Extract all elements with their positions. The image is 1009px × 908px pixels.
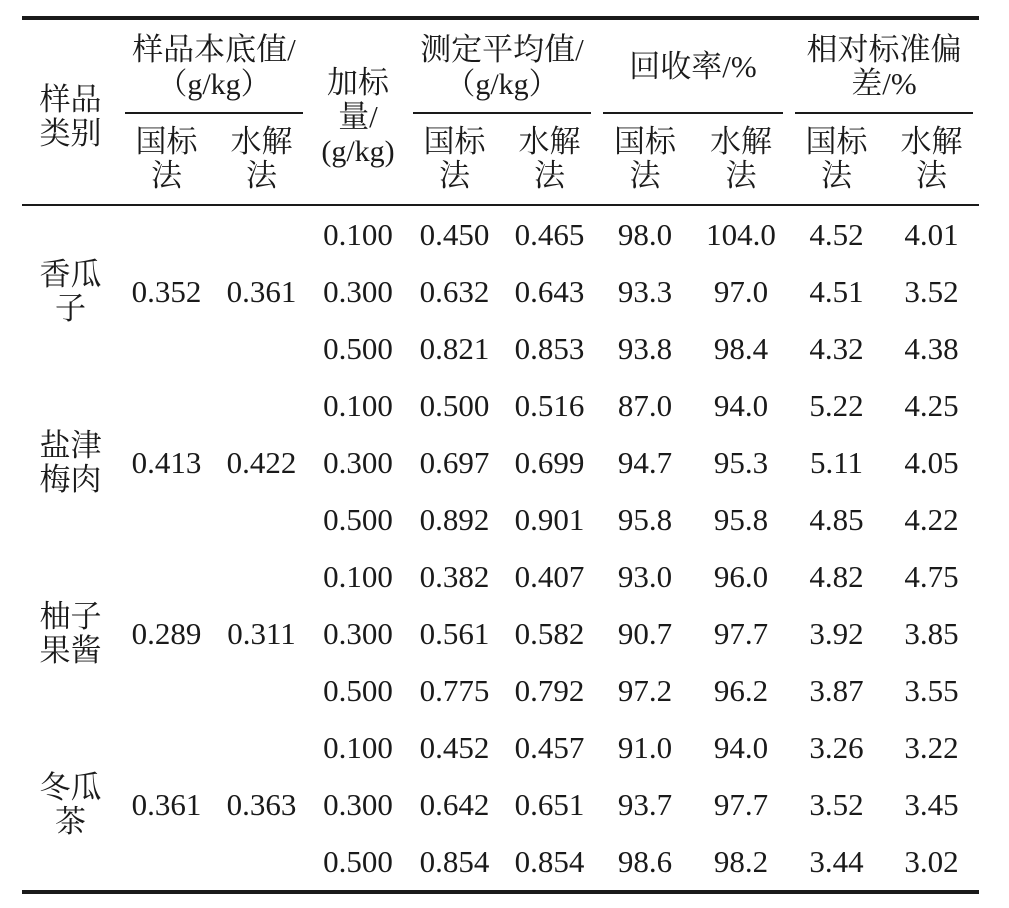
header-recovery-label: 回收率/% [629,49,757,84]
mean-gb: 0.452 [419,730,490,765]
rsd-gb: 5.11 [809,445,864,480]
mean-gb: 0.561 [419,616,490,651]
added-amount: 0.300 [323,274,393,309]
added-amount: 0.300 [323,616,393,651]
category-name-line2: 梅肉 [39,461,102,497]
header-recovery [597,18,789,114]
method-gb-line1: 国标 [614,124,676,159]
sample-category-name [22,205,119,377]
rsd-gb: 3.26 [809,730,864,765]
added-amount: 0.500 [323,502,393,537]
recovery-hyd: 94.0 [713,388,769,423]
category-name-line1: 冬瓜 [39,769,102,805]
base-value-hyd: 0.311 [227,616,296,651]
data-table-container [22,16,979,894]
added-amount: 0.500 [323,331,393,366]
rsd-hyd: 4.22 [904,502,959,537]
recovery-gb: 97.2 [617,673,673,708]
header-rsd [789,18,979,114]
category-name-line2: 果酱 [39,632,102,668]
added-amount: 0.100 [323,730,393,765]
header-added-amount [309,18,407,205]
header-added-unit: (g/kg) [321,134,395,168]
mean-gb: 0.500 [419,388,490,423]
recovery-gb: 93.0 [617,559,673,594]
header-category-line1: 样品 [39,82,102,117]
method-gb-line2: 法 [821,158,852,193]
method-hyd-line1: 水解 [518,124,581,159]
header-rsd-line2: 差/% [851,66,917,101]
mean-gb: 0.854 [419,844,490,879]
added-amount: 0.500 [323,844,393,879]
method-hyd-line2: 法 [534,158,565,193]
rsd-hyd: 4.25 [904,388,959,423]
rsd-gb: 3.92 [809,616,864,651]
rsd-gb: 4.85 [809,502,864,537]
rsd-gb: 4.82 [809,559,864,594]
recovery-hyd: 94.0 [713,730,769,765]
mean-gb: 0.450 [419,217,490,252]
base-value-gb: 0.289 [131,616,202,651]
rsd-hyd: 3.22 [904,730,959,765]
recovery-gb: 93.7 [617,787,673,822]
mean-gb: 0.632 [419,274,490,309]
header-method-gb [597,114,693,205]
category-name-line2: 子 [55,290,86,326]
table-row [22,377,979,434]
header-added-line2: 量/ [338,98,378,134]
method-hyd-line1: 水解 [900,124,963,159]
added-amount: 0.500 [323,673,393,708]
recovery-gb: 93.3 [617,274,673,309]
header-rsd-rule [795,112,973,114]
recovery-table [22,16,979,894]
header-mean-value-rule [413,112,591,114]
header-method-gb [789,114,884,205]
base-value-hyd: 0.363 [226,787,297,822]
header-row-groups [22,18,979,114]
mean-hyd: 0.901 [514,502,585,537]
table-body [22,205,979,892]
base-value-hyd: 0.361 [226,274,297,309]
header-method-hyd [214,114,309,205]
recovery-hyd: 97.7 [713,787,769,822]
added-amount: 0.300 [323,787,393,822]
recovery-gb: 95.8 [617,502,673,537]
method-hyd-line2: 法 [725,158,757,193]
recovery-gb: 93.8 [617,331,673,366]
rsd-hyd: 3.02 [904,844,959,879]
header-base-value [119,18,309,114]
recovery-hyd: 96.0 [713,559,769,594]
method-gb-line2: 法 [629,158,661,193]
rsd-gb: 4.32 [809,331,864,366]
mean-hyd: 0.651 [514,787,585,822]
mean-hyd: 0.792 [514,673,585,708]
header-method-hyd [693,114,789,205]
header-mean-value-label: 测定平均值/ [420,31,584,67]
base-value-gb: 0.361 [131,787,202,822]
header-method-gb [407,114,502,205]
header-base-value-label: 样品本底值/ [132,31,296,67]
method-hyd-line2: 法 [916,158,947,193]
method-gb-line1: 国标 [805,124,868,159]
sample-category-name [22,719,119,892]
recovery-gb: 90.7 [617,616,673,651]
mean-gb: 0.892 [419,502,490,537]
header-category-line2: 类别 [39,116,102,151]
recovery-gb: 98.6 [617,844,673,879]
mean-hyd: 0.582 [514,616,585,651]
category-name-line2: 茶 [55,803,86,839]
rsd-hyd: 4.75 [904,559,959,594]
rsd-gb: 5.22 [809,388,864,423]
header-recovery-rule [603,112,783,114]
mean-hyd: 0.407 [514,559,585,594]
rsd-gb: 3.44 [809,844,864,879]
header-sample-category [22,18,119,205]
recovery-hyd: 97.7 [713,616,769,651]
recovery-hyd: 96.2 [713,673,769,708]
category-name-line1: 柚子 [39,598,102,634]
recovery-gb: 94.7 [617,445,673,480]
header-method-hyd [502,114,597,205]
mean-gb: 0.697 [419,445,490,480]
mean-hyd: 0.853 [514,331,585,366]
added-amount: 0.100 [323,559,393,594]
mean-hyd: 0.854 [514,844,585,879]
header-method-gb [119,114,214,205]
rsd-hyd: 3.55 [904,673,959,708]
rsd-gb: 4.51 [809,274,864,309]
mean-hyd: 0.465 [514,217,585,252]
method-gb-line1: 国标 [423,124,486,159]
mean-hyd: 0.457 [514,730,585,765]
table-row [22,719,979,776]
recovery-gb: 98.0 [617,217,673,252]
recovery-hyd: 95.8 [713,502,769,537]
mean-gb: 0.775 [419,673,490,708]
table-row [22,205,979,263]
table-row [22,548,979,605]
mean-gb: 0.821 [419,331,490,366]
method-hyd-line2: 法 [246,158,277,193]
category-name-line1: 香瓜 [39,256,102,292]
category-name-line1: 盐津 [39,427,102,463]
rsd-hyd: 3.52 [904,274,959,309]
rsd-gb: 4.52 [809,217,864,252]
method-hyd-line1: 水解 [230,124,293,159]
header-method-hyd [884,114,979,205]
header-base-value-rule [125,112,303,114]
header-mean-value-unit: （g/kg） [445,67,559,101]
added-amount: 0.100 [323,217,393,252]
sample-category-name [22,377,119,548]
added-amount: 0.300 [323,445,393,480]
mean-hyd: 0.643 [514,274,585,309]
method-gb-line1: 国标 [135,124,198,159]
header-base-value-unit: （g/kg） [157,67,271,101]
rsd-hyd: 4.38 [904,331,959,366]
added-amount: 0.100 [323,388,393,423]
base-value-gb: 0.352 [131,274,202,309]
mean-gb: 0.382 [419,559,490,594]
mean-gb: 0.642 [419,787,490,822]
rsd-hyd: 3.85 [904,616,959,651]
header-rsd-line1: 相对标准偏 [806,32,962,67]
sample-category-name [22,548,119,719]
recovery-hyd: 98.4 [713,331,769,366]
recovery-hyd: 95.3 [713,445,769,480]
recovery-hyd: 98.2 [713,844,769,879]
table-header [22,18,979,205]
header-mean-value [407,18,597,114]
rsd-hyd: 4.05 [904,445,959,480]
header-row-methods [22,114,979,205]
recovery-hyd: 104.0 [706,217,776,252]
recovery-gb: 87.0 [617,388,673,423]
mean-hyd: 0.699 [514,445,585,480]
rsd-hyd: 4.01 [904,217,959,252]
header-added-line1: 加标 [327,64,389,100]
method-hyd-line1: 水解 [710,124,772,159]
method-gb-line2: 法 [151,158,182,193]
recovery-hyd: 97.0 [713,274,769,309]
method-gb-line2: 法 [439,158,470,193]
rsd-hyd: 3.45 [904,787,959,822]
base-value-gb: 0.413 [131,445,202,480]
rsd-gb: 3.87 [809,673,864,708]
mean-hyd: 0.516 [514,388,585,423]
recovery-gb: 91.0 [617,730,673,765]
base-value-hyd: 0.422 [226,445,297,480]
rsd-gb: 3.52 [809,787,864,822]
